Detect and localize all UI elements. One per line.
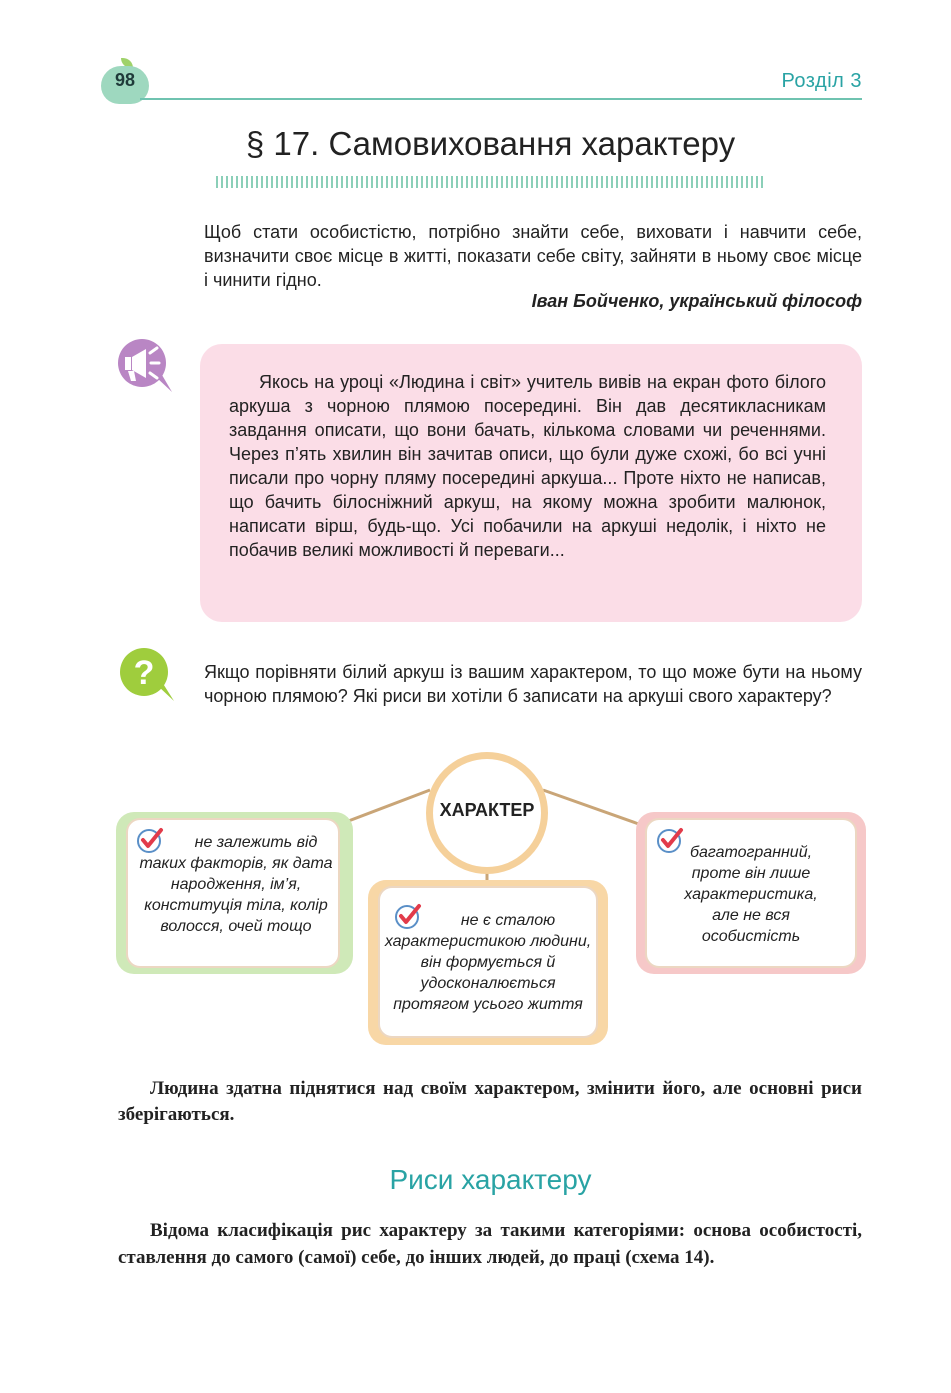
card-left-text: не залежить від таких факторів, як дата народження, ім’я, конституція тіла, колір волосся, очей тощо	[139, 834, 333, 935]
megaphone-icon	[116, 337, 174, 393]
summary-text: Людина здатна піднятися над своїм характером, змінити його, але основні риси зберігаються.	[118, 1078, 862, 1125]
subheading: Риси характеру	[389, 1164, 592, 1195]
title-underline	[216, 176, 766, 188]
question-text: Якщо порівняти білий аркуш із вашим характером, то що може бути на ньому чорною плямою? Які риси ви хотіли б записати на аркуші свого характеру?	[204, 662, 862, 706]
header-divider	[140, 98, 862, 100]
svg-text:?: ?	[133, 654, 155, 692]
center-label: ХАРАКТЕР	[439, 800, 535, 820]
epigraph-author: Іван Бойченко, український філософ	[531, 291, 862, 311]
card-middle-text: не є сталою характеристикою людини, він формується й удосконалюється протягом усього життя	[384, 912, 592, 1013]
story-text: Якось на уроці «Людина і світ» учитель вивів на екран фото білого аркуша з чорною плямою посередині. Він дав десятикласникам завдання описати, що вони бачать, кількома словами чи реченнями. Через п’ять хвилин він зачитав описи, що були дуже схожі, бо всі учні писали про чорну пляму посередині аркуша... Проте ніхто не написав, що бачить білосніжний аркуш, на якому можна зробити малюнок, написати вірш, будь-що. Усі побачили на аркуші недолік, і ніхто не побачив великі можливості й переваги...	[229, 372, 826, 560]
section-label: Розділ 3	[781, 70, 862, 92]
card-right-text: багатогранний, проте він лише характеристика, але не вся особистість	[684, 844, 818, 945]
final-paragraph: Відома класифікація рис характеру за такими категоріями: основа особистості, ставлення до самого (самої) себе, до інших людей, до праці (схема 14).	[118, 1220, 862, 1268]
epigraph-text: Щоб стати особистістю, потрібно знайти себе, виховати і навчити себе, визначити своє місце в житті, показати себе світу, зайняти в ньому своє місце і чинити гідно.	[204, 222, 862, 290]
question-icon	[118, 646, 176, 702]
page-number: 98	[114, 70, 136, 90]
page-title: § 17. Самовиховання характеру	[245, 125, 736, 162]
